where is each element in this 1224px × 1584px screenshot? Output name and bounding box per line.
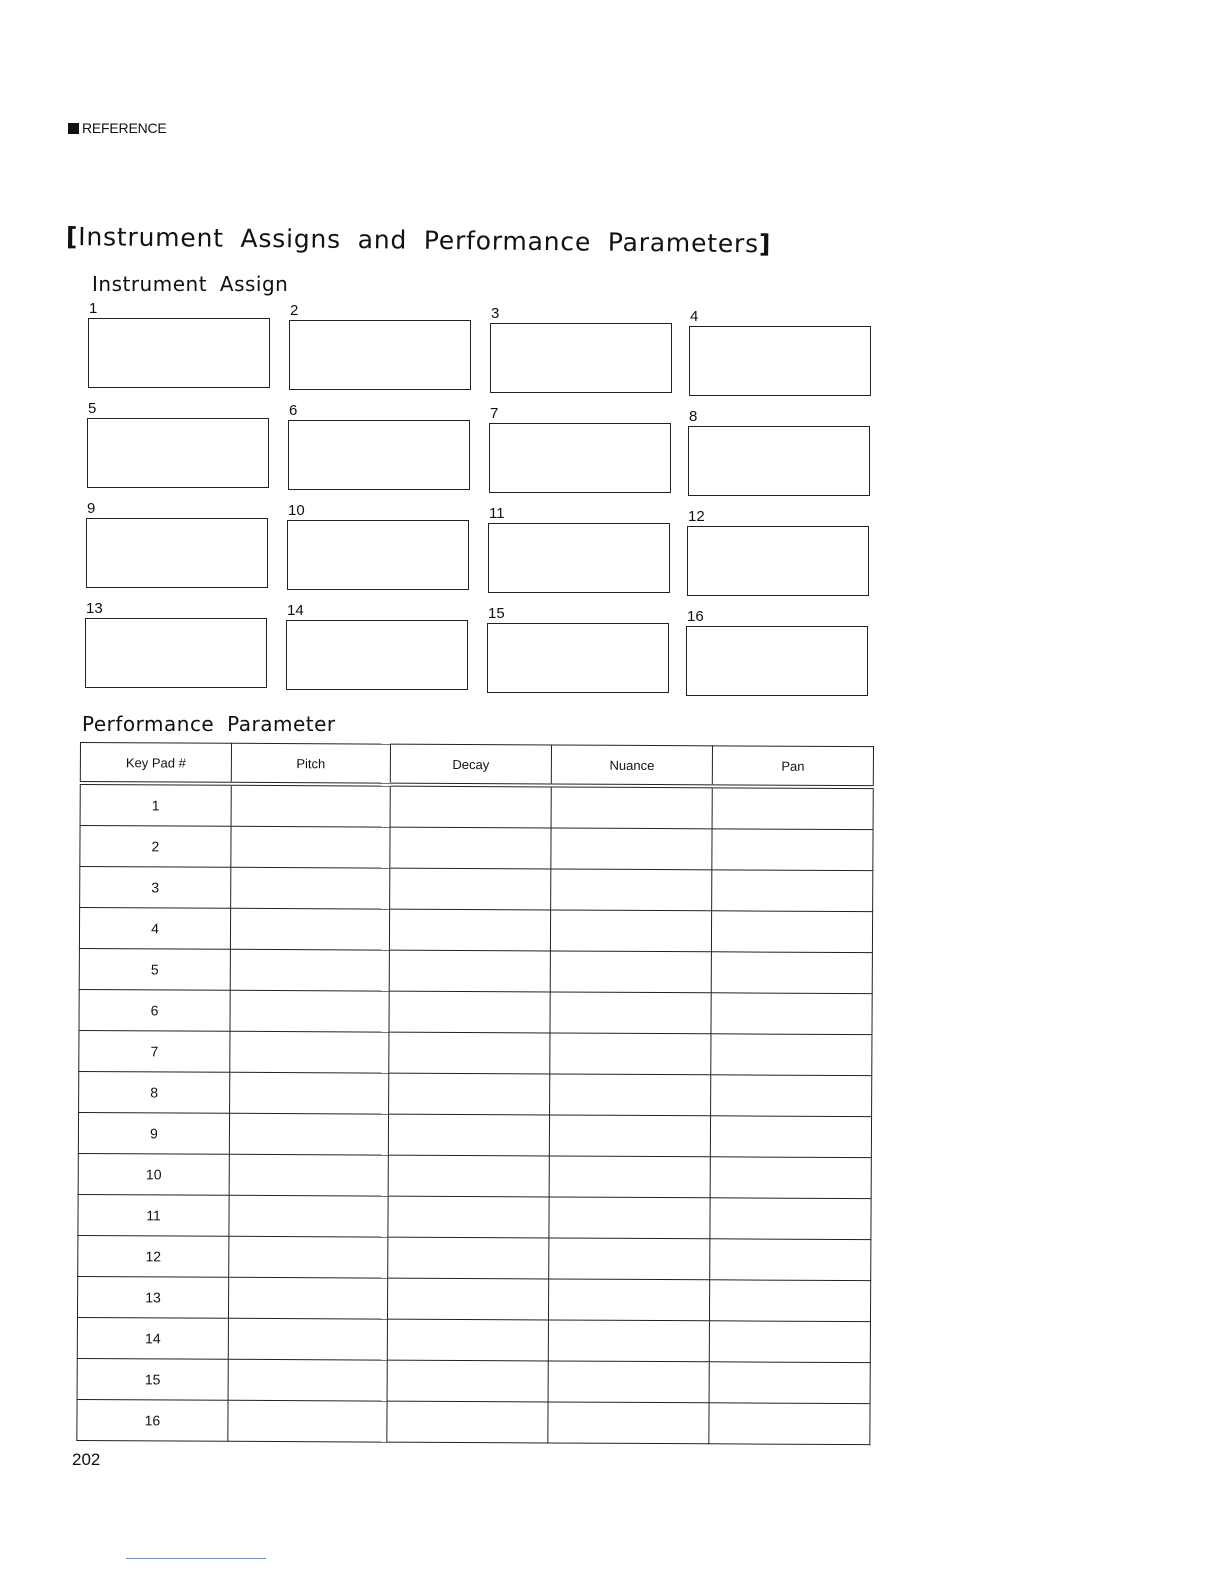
nuance-cell[interactable] <box>550 992 711 1034</box>
decay-cell[interactable] <box>388 1114 549 1156</box>
page-number: 202 <box>72 1450 101 1469</box>
footer-divider <box>126 1558 266 1559</box>
slot-box[interactable] <box>687 526 869 596</box>
assign-slot-12 <box>687 508 869 596</box>
slot-box[interactable] <box>286 620 468 690</box>
pan-cell[interactable] <box>710 1239 871 1281</box>
pan-cell[interactable] <box>712 911 873 953</box>
pan-cell[interactable] <box>709 1362 870 1404</box>
assign-slot-1 <box>88 300 270 388</box>
table-row <box>80 783 873 830</box>
decay-cell[interactable] <box>388 1073 549 1115</box>
key-pad-number: 7 <box>79 1030 230 1072</box>
table-row <box>79 1030 872 1075</box>
slot-number: 1 <box>89 300 98 317</box>
table-row <box>80 867 873 912</box>
slot-number: 13 <box>86 600 103 617</box>
decay-cell[interactable] <box>390 827 551 869</box>
nuance-cell[interactable] <box>549 1115 710 1157</box>
pitch-cell[interactable] <box>231 867 390 909</box>
pan-cell[interactable] <box>710 1280 871 1322</box>
slot-box[interactable] <box>490 323 672 393</box>
table-row <box>78 1235 871 1280</box>
key-pad-number: 16 <box>77 1399 228 1441</box>
pan-cell[interactable] <box>711 1034 872 1076</box>
decay-cell[interactable] <box>387 1319 548 1361</box>
column-header-pan: Pan <box>712 746 873 787</box>
nuance-cell[interactable] <box>548 1361 709 1403</box>
key-pad-number: 15 <box>77 1358 228 1400</box>
slot-number: 4 <box>690 308 699 325</box>
pitch-cell[interactable] <box>228 1359 387 1401</box>
slot-number: 3 <box>491 305 500 322</box>
decay-cell[interactable] <box>390 868 551 910</box>
pan-cell[interactable] <box>711 952 872 994</box>
key-pad-number: 1 <box>80 783 231 826</box>
title-open-bracket: [ <box>65 222 79 252</box>
instrument-assign-heading: Instrument Assign <box>92 272 289 296</box>
performance-parameter-heading: Performance Parameter <box>82 712 336 736</box>
table-row <box>80 826 873 871</box>
slot-number: 8 <box>689 408 698 425</box>
table-row <box>79 989 872 1034</box>
nuance-cell[interactable] <box>550 910 711 952</box>
pan-cell[interactable] <box>709 1321 870 1363</box>
nuance-cell[interactable] <box>549 1238 710 1280</box>
slot-number: 11 <box>489 505 505 522</box>
slot-box[interactable] <box>87 418 269 488</box>
nuance-cell[interactable] <box>551 828 712 870</box>
key-pad-number: 9 <box>78 1112 229 1154</box>
assign-slot-10 <box>287 502 469 590</box>
slot-box[interactable] <box>488 523 670 593</box>
table-row <box>78 1194 871 1239</box>
slot-box[interactable] <box>288 420 470 490</box>
decay-cell[interactable] <box>387 1278 548 1320</box>
key-pad-number: 5 <box>79 948 230 990</box>
slot-box[interactable] <box>86 518 268 588</box>
key-pad-number: 3 <box>80 867 231 909</box>
assign-slot-2 <box>289 302 471 390</box>
pan-cell[interactable] <box>710 1198 871 1240</box>
decay-cell[interactable] <box>389 1032 550 1074</box>
assign-slot-3 <box>490 305 672 393</box>
key-pad-number: 4 <box>79 908 230 950</box>
slot-box[interactable] <box>85 618 267 688</box>
slot-box[interactable] <box>287 520 469 590</box>
pan-cell[interactable] <box>711 1075 872 1117</box>
slot-box[interactable] <box>689 326 871 396</box>
decay-cell[interactable] <box>387 1360 548 1402</box>
pitch-cell[interactable] <box>229 1236 388 1278</box>
pitch-cell[interactable] <box>228 1277 387 1319</box>
pan-cell[interactable] <box>710 1116 871 1158</box>
pan-cell[interactable] <box>712 870 873 912</box>
decay-cell[interactable] <box>389 950 550 992</box>
assign-slot-6 <box>288 402 470 490</box>
nuance-cell[interactable] <box>548 1279 709 1321</box>
assign-slot-9 <box>86 500 268 588</box>
assign-slot-7 <box>489 405 671 493</box>
table-row <box>78 1112 871 1157</box>
pitch-cell[interactable] <box>230 990 389 1032</box>
decay-cell[interactable] <box>390 785 551 828</box>
pan-cell[interactable] <box>710 1157 871 1199</box>
assign-slot-8 <box>688 408 870 496</box>
decay-cell[interactable] <box>388 1196 549 1238</box>
key-pad-number: 10 <box>78 1153 229 1195</box>
assign-slot-11 <box>488 505 670 593</box>
slot-number: 7 <box>490 405 499 422</box>
title-text: Instrument Assigns and Performance Parameters <box>78 222 760 259</box>
assign-slot-13 <box>85 600 267 688</box>
pan-cell[interactable] <box>709 1403 870 1445</box>
column-header-nuance: Nuance <box>551 745 712 786</box>
nuance-cell[interactable] <box>548 1402 709 1444</box>
slot-number: 6 <box>289 402 298 419</box>
slot-number: 5 <box>88 400 97 417</box>
decay-cell[interactable] <box>388 1237 549 1279</box>
page-title <box>66 222 771 258</box>
performance-parameter-table <box>76 742 874 1445</box>
slot-number: 15 <box>488 605 505 622</box>
nuance-cell[interactable] <box>551 869 712 911</box>
nuance-cell[interactable] <box>551 785 712 828</box>
slot-number: 9 <box>87 500 96 517</box>
assign-slot-15 <box>487 605 669 693</box>
table-row <box>77 1317 870 1362</box>
pitch-cell[interactable] <box>229 1154 388 1196</box>
key-pad-number: 8 <box>79 1071 230 1113</box>
assign-slot-5 <box>87 400 269 488</box>
decay-cell[interactable] <box>389 909 550 951</box>
nuance-cell[interactable] <box>550 1074 711 1116</box>
pitch-cell[interactable] <box>231 784 390 827</box>
table-row <box>77 1276 870 1321</box>
pitch-cell[interactable] <box>230 908 389 950</box>
pitch-cell[interactable] <box>230 1072 389 1114</box>
slot-box[interactable] <box>88 318 270 388</box>
table-row <box>77 1358 870 1403</box>
column-header-decay: Decay <box>390 744 551 785</box>
nuance-cell[interactable] <box>549 1197 710 1239</box>
key-pad-number: 2 <box>80 826 231 868</box>
pitch-cell[interactable] <box>228 1318 387 1360</box>
key-pad-number: 6 <box>79 989 230 1031</box>
pan-cell[interactable] <box>712 829 873 871</box>
slot-box[interactable] <box>688 426 870 496</box>
slot-box[interactable] <box>489 423 671 493</box>
table-row <box>79 908 872 953</box>
key-pad-number: 14 <box>77 1317 228 1359</box>
key-pad-number: 12 <box>78 1235 229 1277</box>
nuance-cell[interactable] <box>549 1156 710 1198</box>
slot-number: 2 <box>290 302 299 319</box>
assign-slot-4 <box>689 308 871 396</box>
assign-slot-16 <box>686 608 868 696</box>
table-row <box>79 948 872 993</box>
decay-cell[interactable] <box>387 1401 548 1443</box>
section-square-icon <box>68 123 79 134</box>
decay-cell[interactable] <box>388 1155 549 1197</box>
slot-box[interactable] <box>686 626 868 696</box>
column-header-key-pad: Key Pad # <box>80 743 231 784</box>
slot-number: 14 <box>287 602 304 619</box>
decay-cell[interactable] <box>389 991 550 1033</box>
pitch-cell[interactable] <box>230 1031 389 1073</box>
key-pad-number: 13 <box>77 1276 228 1318</box>
pitch-cell[interactable] <box>229 1113 388 1155</box>
table-row <box>79 1071 872 1116</box>
key-pad-number: 11 <box>78 1194 229 1236</box>
assign-slot-14 <box>286 602 468 690</box>
title-close-bracket: ] <box>758 229 772 259</box>
pan-cell[interactable] <box>711 993 872 1035</box>
slot-number: 16 <box>687 608 704 625</box>
slot-number: 10 <box>288 502 305 519</box>
pitch-cell[interactable] <box>229 1195 388 1237</box>
slot-box[interactable] <box>487 623 669 693</box>
column-header-pitch: Pitch <box>231 743 390 784</box>
slot-box[interactable] <box>289 320 471 390</box>
section-label: REFERENCE <box>82 120 167 136</box>
pitch-cell[interactable] <box>230 949 389 991</box>
nuance-cell[interactable] <box>550 1033 711 1075</box>
table-row <box>77 1399 870 1444</box>
section-tag <box>68 120 167 136</box>
pan-cell[interactable] <box>712 786 873 829</box>
pitch-cell[interactable] <box>228 1400 387 1442</box>
pitch-cell[interactable] <box>231 826 390 868</box>
nuance-cell[interactable] <box>550 951 711 993</box>
nuance-cell[interactable] <box>548 1320 709 1362</box>
table-header-row <box>80 743 873 788</box>
table-row <box>78 1153 871 1198</box>
slot-number: 12 <box>688 508 705 525</box>
